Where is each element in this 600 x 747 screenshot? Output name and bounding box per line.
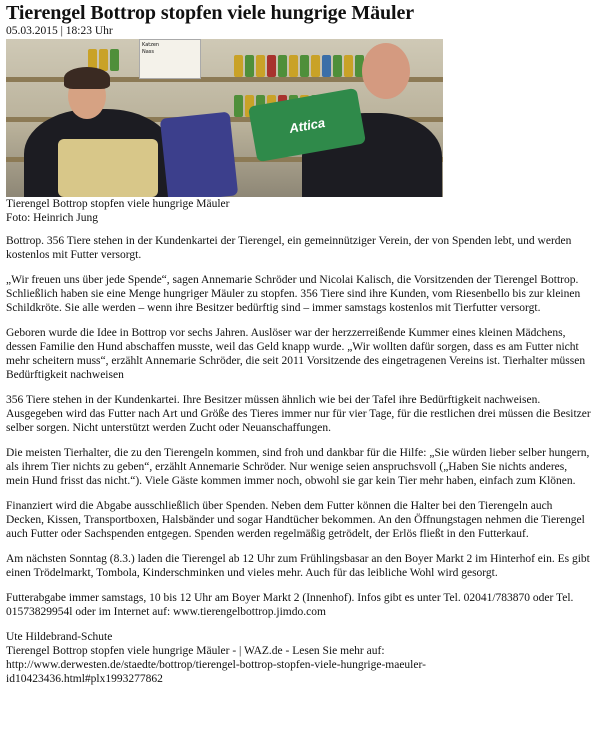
- article-dateline: 05.03.2015 | 18:23 Uhr: [6, 25, 113, 37]
- paragraph: Finanziert wird die Abgabe ausschließlich über Spenden. Neben dem Futter können die Halter bei den Tierengeln auch Decken, Kissen, Transportboxen, Halsbänder und sogar Handtücher bekommen. An den Öffnungstagen nehmen die Tierengel auch Futter oder Sachspenden entgegen. Spenden werden regelmäßig getrödelt, der Erlös fließt in den Futterkauf.: [6, 500, 585, 540]
- paragraph: 356 Tiere stehen in der Kundenkartei. Ihre Besitzer müssen ähnlich wie bei der Tafel ihre Bedürftigkeit nachweisen. Ausgegeben wird das Futter nach Art und Größe des Tieres immer nur für vier Tage, für die restlichen drei müssen die Besitzer selber sorgen. Nicht unterstützt werden Zucht oder Neuanschaffungen.: [6, 394, 591, 434]
- article-photo: [6, 39, 443, 197]
- photo-credit: Foto: Heinrich Jung: [6, 212, 98, 224]
- footer-source: Tierengel Bottrop stopfen viele hungrige Mäuler - | WAZ.de - Lesen Sie mehr auf:: [6, 645, 385, 657]
- paragraph: Bottrop. 356 Tiere stehen in der Kundenkartei der Tierengel, ein gemeinnütziger Verein, der von Spenden lebt, und werden kostenlos mit Futter versorgt.: [6, 235, 572, 261]
- photo-caption: Tierengel Bottrop stopfen viele hungrige Mäuler: [6, 198, 230, 210]
- paragraph: Futterabgabe immer samstags, 10 bis 12 Uhr am Boyer Markt 2 (Innenhof). Infos gibt es unter Tel. 02041/783870 oder Tel. 01573829954l oder im Internet auf: www.tierengelbottrop.jimdo.com: [6, 592, 574, 618]
- footer-url-id[interactable]: id10423436.html#plx1993277862: [6, 673, 163, 685]
- paragraph: Die meisten Tierhalter, die zu den Tierengeln kommen, sind froh und dankbar für die Hilfe: „Sie würden lieber selber hungern, als ihrem Tier nichts zu geben“, erzählt Annemarie Schröder. Nur wenige seien anspruchsvoll („Haben Sie nichts anderes, mein Hund frisst das nicht.“). Viele Gäste kommen immer noch, obwohl sie gar kein Tier mehr haben, einfach zum Klönen.: [6, 447, 590, 487]
- paragraph: „Wir freuen uns über jede Spende“, sagen Annemarie Schröder und Nicolai Kalisch, die Vorsitzenden der Tierengel Bottrop. Schließlich haben sie eine Menge hungriger Mäuler zu stopfen. 356 Tiere sind ihre Kunden, vom Riesenbello bis zur kleinen Schildkröte. Sie alle werden – wenn ihre Besitzer bedürftig sind – immer samstags kostenlos mit Tierfutter versorgt.: [6, 274, 581, 314]
- hay-bag: [58, 139, 158, 197]
- man-face: [362, 43, 410, 99]
- article-title: Tierengel Bottrop stopfen viele hungrige Mäuler: [6, 2, 415, 24]
- woman-hair: [64, 67, 110, 89]
- paragraph: Am nächsten Sonntag (8.3.) laden die Tierengel ab 12 Uhr zum Frühlingsbasar an den Boyer Markt 2 im Hinterhof ein. Es gibt einen Trödelmarkt, Tombola, Kinderschminken und vieles mehr. Auch für das leibliche Wohl wird gesorgt.: [6, 553, 590, 579]
- shelf-sign: Katzen Nass: [139, 39, 201, 79]
- attica-label: Attica: [287, 114, 327, 136]
- footer-url[interactable]: http://www.derwesten.de/staedte/bottrop/tierengel-bottrop-stopfen-viele-hungrige-maeuler-: [6, 659, 426, 671]
- article: [6, 2, 592, 686]
- can-row: [234, 55, 375, 77]
- paragraph: Geboren wurde die Idee in Bottrop vor sechs Jahren. Auslöser war der herzzerreißende Kummer eines kleinen Mädchens, dessen Familie den Hund abschaffen musste, weil das Geld knapp wurde. „Wir wollten dafür sorgen, dass es am Futter nicht mehr scheitern muss“, erzählt Annemarie Schröder, die seit 2011 Vorsitzende des eingetragenen Vereins ist. Tierhalter müssen Bedürftigkeit nachweisen: [6, 327, 586, 381]
- author: Ute Hildebrand-Schute: [6, 631, 113, 643]
- food-bag: [160, 112, 238, 197]
